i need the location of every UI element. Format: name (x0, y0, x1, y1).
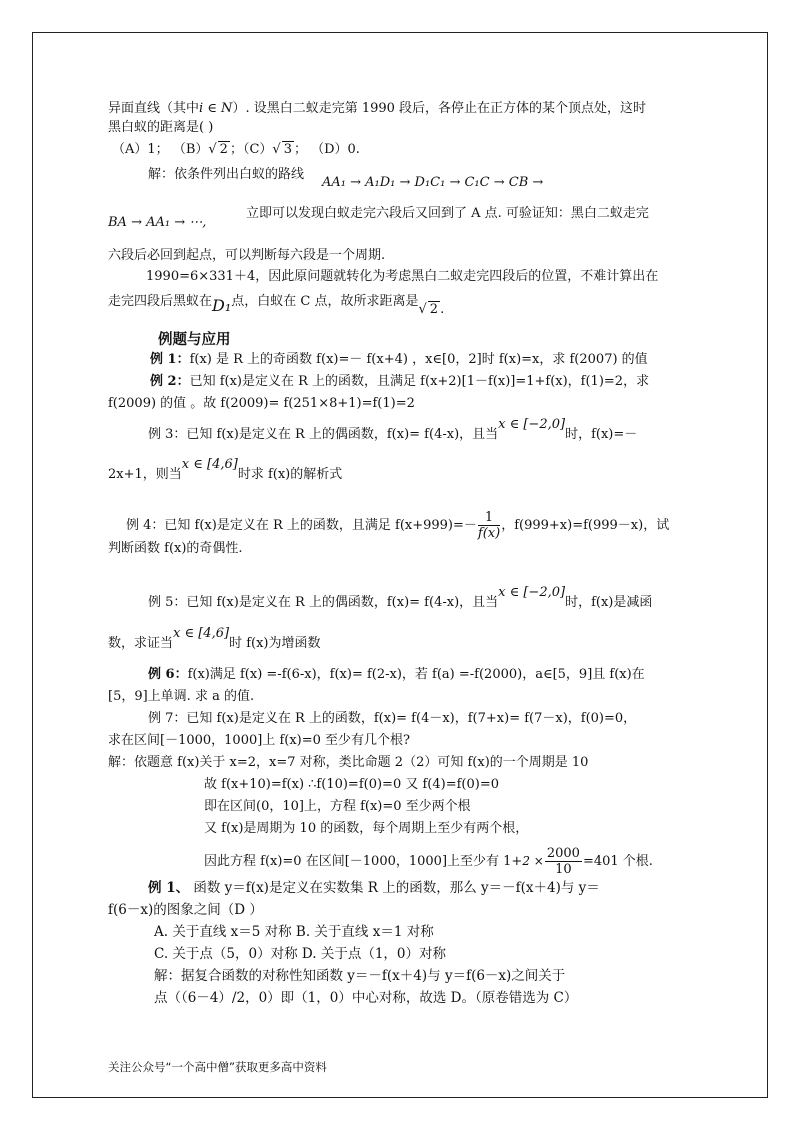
example-8-solution: 点（（6－4）/2，0）即（1，0）中心对称，故选 D。（原卷错选为 C） (154, 990, 578, 1006)
solution-line: 六段后必回到起点，可以判断每六段是一个周期. (108, 248, 386, 263)
example-7-solution: 故 f(x+10)=f(x) ∴f(10)=f(0)=0 又 f(4)=f(0)=0 (204, 777, 499, 792)
options-line: （A）1； （B）√ 2 ；（C）√ 3 ； （D）0. (112, 142, 360, 157)
example-8-solution: 解：据复合函数的对称性知函数 y＝－f(x＋4)与 y＝f(6－x)之间关于 (154, 968, 566, 984)
example-4: 例 4：已知 f(x)是定义在 R 上的函数，且满足 f(x+999)=－ $\frac{1}{f(x)}$ ，f(999+x)=f(999－x)，试 (126, 510, 670, 541)
example-2: 例 2：已知 f(x)是定义在 R 上的函数，且满足 f(x+2)[1－f(x)]=1+f(x)，f(1)=2，求 (150, 374, 650, 389)
example-4-cont: 判断函数 f(x)的奇偶性. (108, 541, 243, 556)
text-line: 异面直线（其中i ∈ N）. 设黑白二蚁走完第 1990 段后，各停止在正方体的某个顶点处，这时 (108, 101, 647, 116)
solution-line: 走完四段后黑蚁在D₁点，白蚁在 C 点，故所求距离是√ 2 . (108, 294, 445, 317)
example-1: 例 1：f(x) 是 R 上的奇函数 f(x)=－ f(x+4) ，x∈[0，2]时 f(x)=x，求 f(2007) 的值 (150, 352, 648, 367)
path-formula: BA → AA₁ → ⋯, (108, 215, 207, 230)
example-2-cont: f(2009) 的值 。故 f(2009)= f(251×8+1)=f(1)=2 (108, 396, 415, 411)
example-7-solution: 因此方程 f(x)=0 在区间[－1000，1000]上至少有 1+2 × $\frac{2000}{10}$ =401 个根. (204, 846, 653, 877)
example-7-solution: 即在区间(0，10]上，方程 f(x)=0 至少两个根 (204, 799, 471, 814)
example-6: 例 6：f(x)满足 f(x) =-f(6-x)，f(x)= f(2-x)，若 f(a) =-f(2000)，a∈[5，9]且 f(x)在 (148, 667, 645, 682)
example-7-solution: 又 f(x)是周期为 10 的函数，每个周期上至少有两个根， (204, 821, 529, 836)
example-8-option: C. 关于点（5，0）对称 D. 关于点（1，0）对称 (154, 946, 447, 962)
text-line: 黑白蚁的距离是( ) (108, 120, 214, 135)
example-7: 例 7：已知 f(x)是定义在 R 上的函数，f(x)= f(4－x)，f(7+x)= f(7－x)，f(0)=0， (148, 711, 637, 726)
footer-note: 关注公众号“一个高中僧”获取更多高中资料 (108, 1060, 327, 1074)
example-5-cont: 数，求证当x ∈ [4,6]时 f(x)为增函数 (108, 626, 321, 651)
example-5: 例 5：已知 f(x)是定义在 R 上的偶函数，f(x)= f(4-x)，且当x ∈ [−2,0]时，f(x)是减函 (148, 585, 653, 610)
example-3: 例 3：已知 f(x)是定义在 R 上的偶函数，f(x)= f(4-x)，且当x ∈ [−2,0]时，f(x)=－ (148, 417, 638, 442)
solution-line: 1990=6×331＋4，因此原问题就转化为考虑黑白二蚁走完四段后的位置，不难计算出在 (146, 269, 659, 284)
example-8-option: A. 关于直线 x＝5 对称 B. 关于直线 x＝1 对称 (154, 924, 434, 940)
path-formula: AA₁ → A₁D₁ → D₁C₁ → C₁C → CB → (322, 175, 544, 190)
example-7-cont: 求在区间[－1000，1000]上 f(x)=0 至少有几个根? (108, 733, 410, 748)
solution-line: 立即可以发现白蚁走完六段后又回到了 A 点. 可验证知：黑白二蚁走完 (246, 206, 649, 221)
solution-line: 解：依条件列出白蚁的路线 (148, 167, 305, 182)
section-heading: 例题与应用 (158, 331, 231, 348)
example-6-cont: [5，9]上单调. 求 a 的值. (108, 689, 255, 704)
example-3-cont: 2x+1，则当x ∈ [4,6]时求 f(x)的解析式 (108, 457, 343, 482)
example-8-cont: f(6－x)的图象之间（D ） (108, 902, 263, 918)
example-7-solution: 解：依题意 f(x)关于 x=2，x=7 对称，类比命题 2（2）可知 f(x)的一个周期是 10 (108, 755, 589, 770)
example-8: 例 1、 函数 y＝f(x)是定义在实数集 R 上的函数，那么 y＝－f(x＋4)与 y＝ (148, 880, 600, 896)
